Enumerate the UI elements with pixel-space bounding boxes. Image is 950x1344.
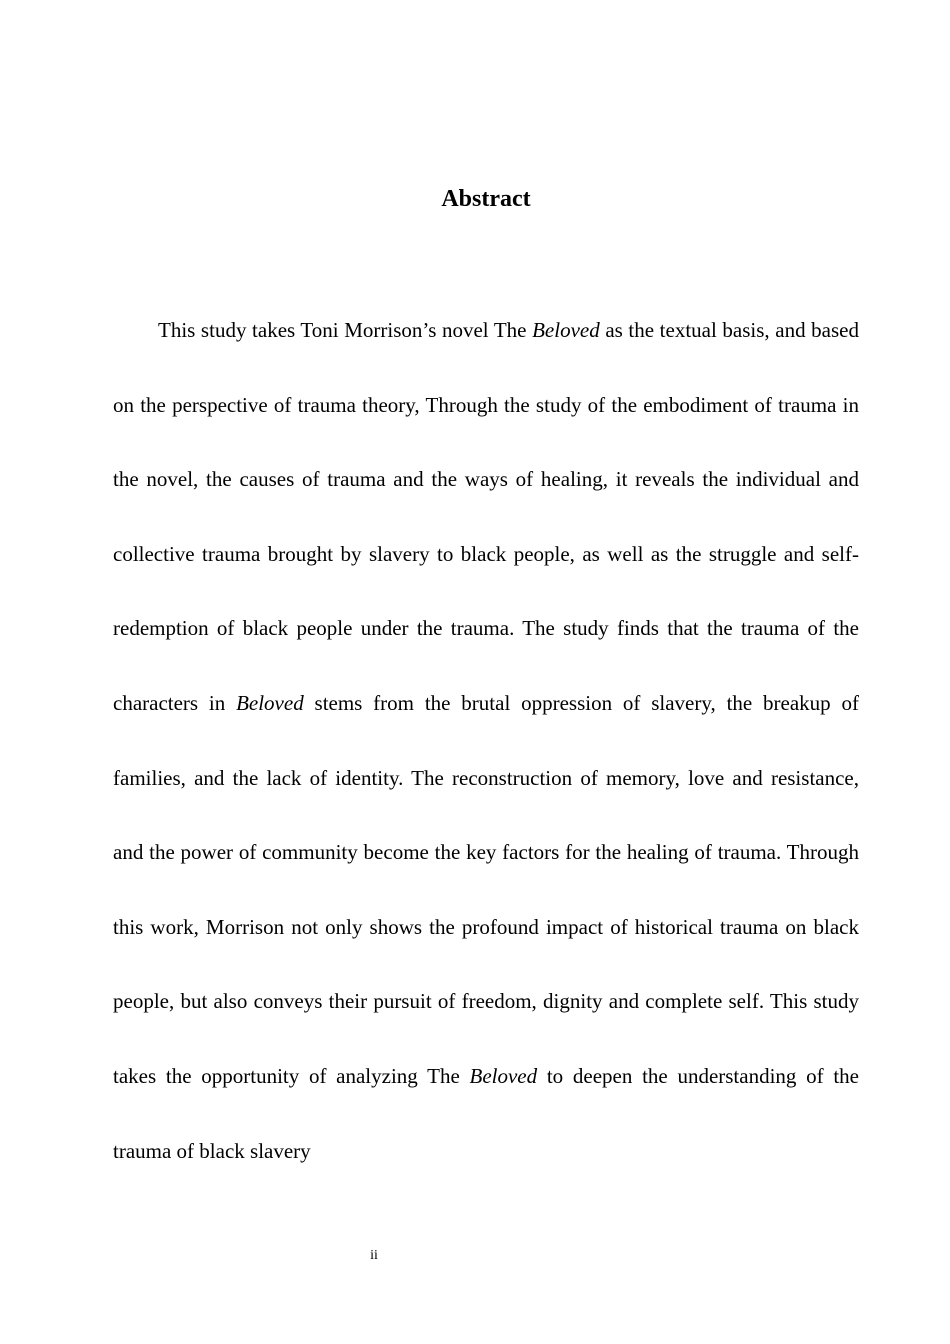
abstract-paragraph bbox=[113, 293, 859, 1188]
page-number: ii bbox=[370, 1248, 378, 1263]
abstract-text-segment-3: stems from the brutal oppression of slavery, the breakup of families, and the lack of identity. The reconstruction of memory, love and resistance, and the power of community become the key factors for the healing of trauma. Through this work, Morrison not only shows the profound impact of historical trauma on black people, but also conveys their pursuit of freedom, dignity and complete self. This study takes the opportunity of analyzing The bbox=[113, 690, 859, 1088]
abstract-text-segment-2: as the textual basis, and based on the perspective of trauma theory, Through the study of the embodiment of trauma in the novel, the causes of trauma and the ways of healing, it reveals the individual and collective trauma brought by slavery to black people, as well as the struggle and self-redemption of black people under the trauma. The study finds that the trauma of the characters in bbox=[113, 318, 859, 715]
abstract-text-segment-1: This study takes Toni Morrison’s novel The bbox=[158, 318, 533, 342]
novel-title-italic-1: Beloved bbox=[532, 318, 600, 342]
novel-title-italic-3: Beloved bbox=[469, 1063, 538, 1088]
novel-title-italic-2: Beloved bbox=[236, 690, 304, 715]
abstract-heading: Abstract bbox=[441, 186, 531, 212]
abstract-text-segment-4: to deepen the understanding of the trauma of black slavery bbox=[113, 1063, 859, 1163]
